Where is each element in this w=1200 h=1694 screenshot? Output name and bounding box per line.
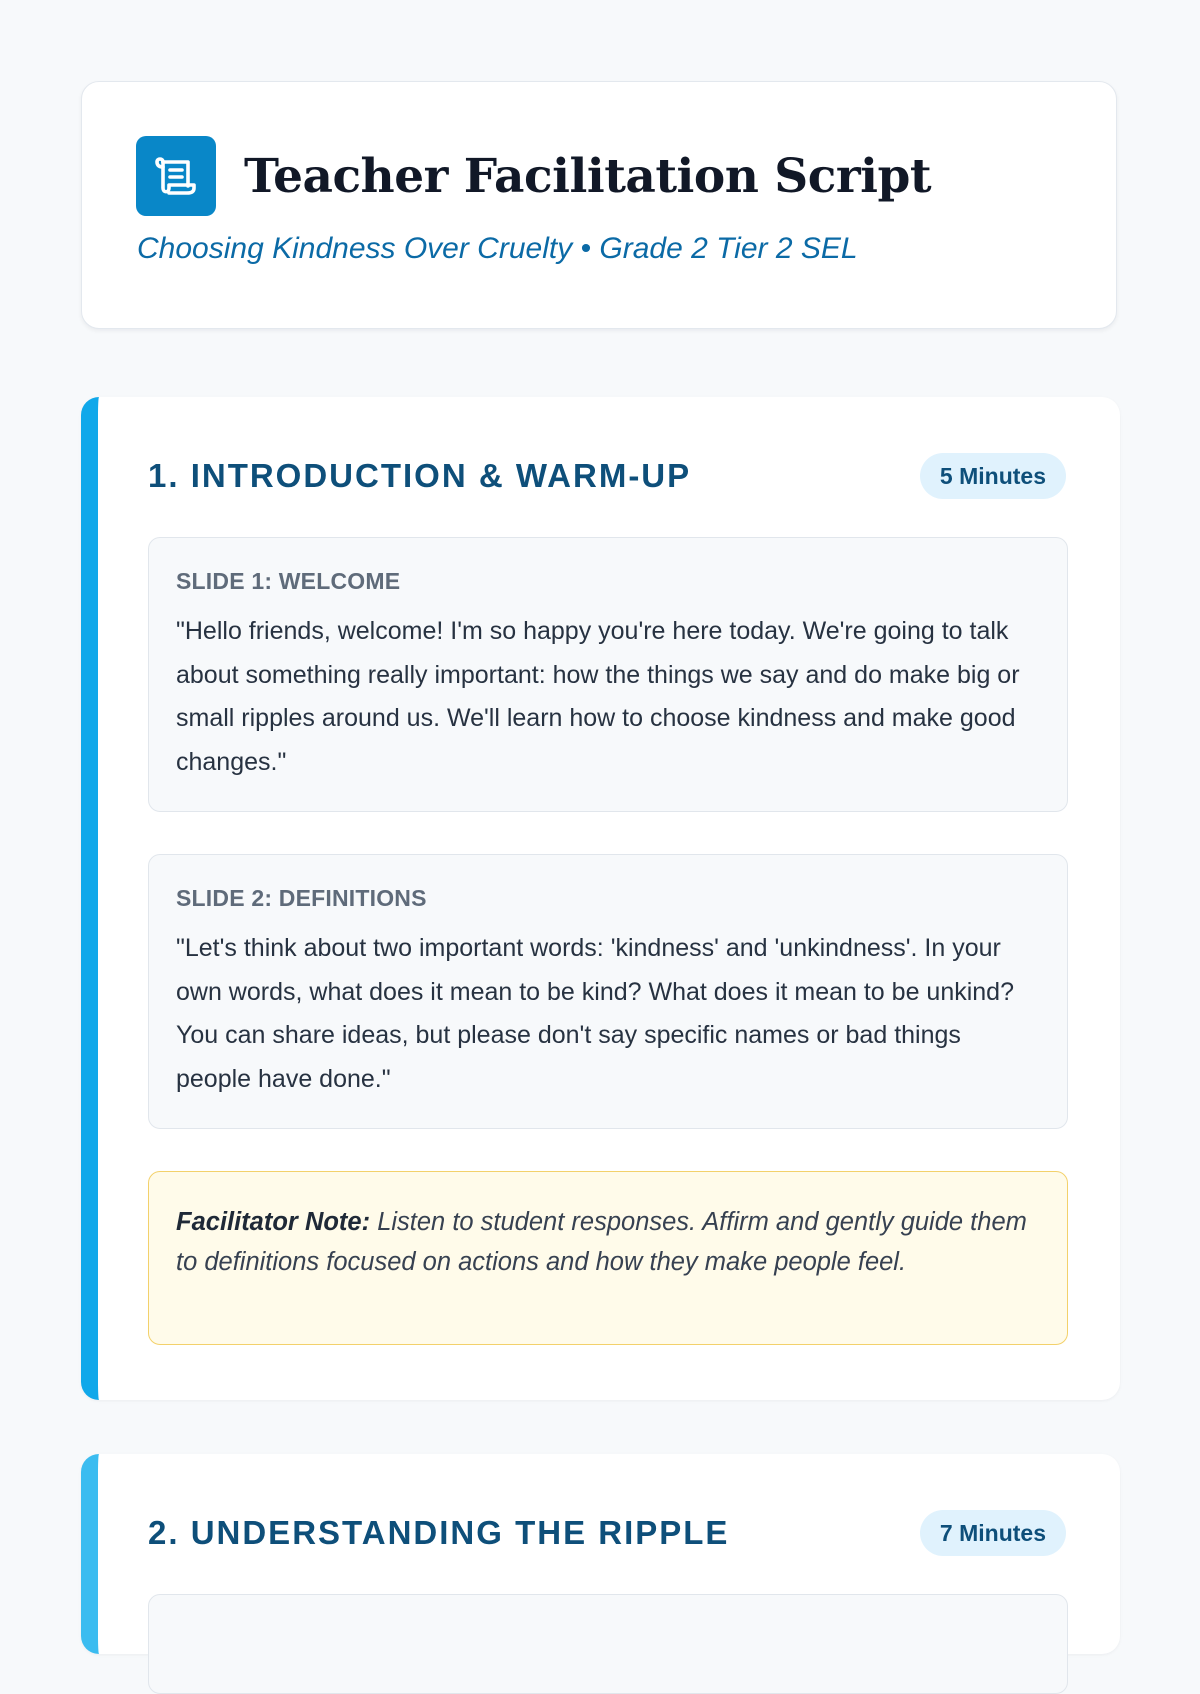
slide-label: SLIDE 2: DEFINITIONS: [176, 885, 427, 911]
section-header: [148, 453, 1066, 499]
header-row: [136, 136, 931, 216]
scroll-icon: [136, 136, 216, 216]
slide-script-box: [148, 1594, 1068, 1694]
facilitator-note-label: Facilitator Note:: [176, 1208, 378, 1236]
facilitator-note-text: Listen to student responses. Affirm and gently guide them to definitions focused on actions and how they make people feel.: [176, 1208, 1027, 1276]
slide-label: SLIDE 1: WELCOME: [176, 568, 401, 594]
slide-script-text: "Hello friends, welcome! I'm so happy you're here today. We're going to talk about something really important: how the things we say and do make big or small ripples around us. We'll learn how to choose kindness and make good changes.": [176, 617, 1020, 776]
slide-script-welcome: [148, 537, 1068, 812]
section-understanding-the-ripple: [81, 1454, 1120, 1654]
section-introduction-warm-up: [81, 397, 1120, 1400]
duration-badge: 5 Minutes: [920, 453, 1066, 499]
duration-badge: 7 Minutes: [920, 1510, 1066, 1556]
section-title: 2. UNDERSTANDING THE RIPPLE: [148, 1514, 730, 1551]
section-header: [148, 1510, 1066, 1556]
section-title: 1. INTRODUCTION & WARM-UP: [148, 457, 692, 494]
page-title: Teacher Facilitation Script: [244, 148, 932, 204]
page-subtitle: Choosing Kindness Over Cruelty • Grade 2 Tier 2 SEL: [137, 232, 858, 265]
facilitator-note: [148, 1171, 1068, 1345]
slide-script-definitions: [148, 854, 1068, 1129]
header-card: [81, 81, 1117, 329]
slide-script-text: "Let's think about two important words: 'kindness' and 'unkindness'. In your own words, what does it mean to be kind? What does it mean to be unkind? You can share ideas, but please don't say specific names or bad things people have done.": [176, 934, 1014, 1093]
